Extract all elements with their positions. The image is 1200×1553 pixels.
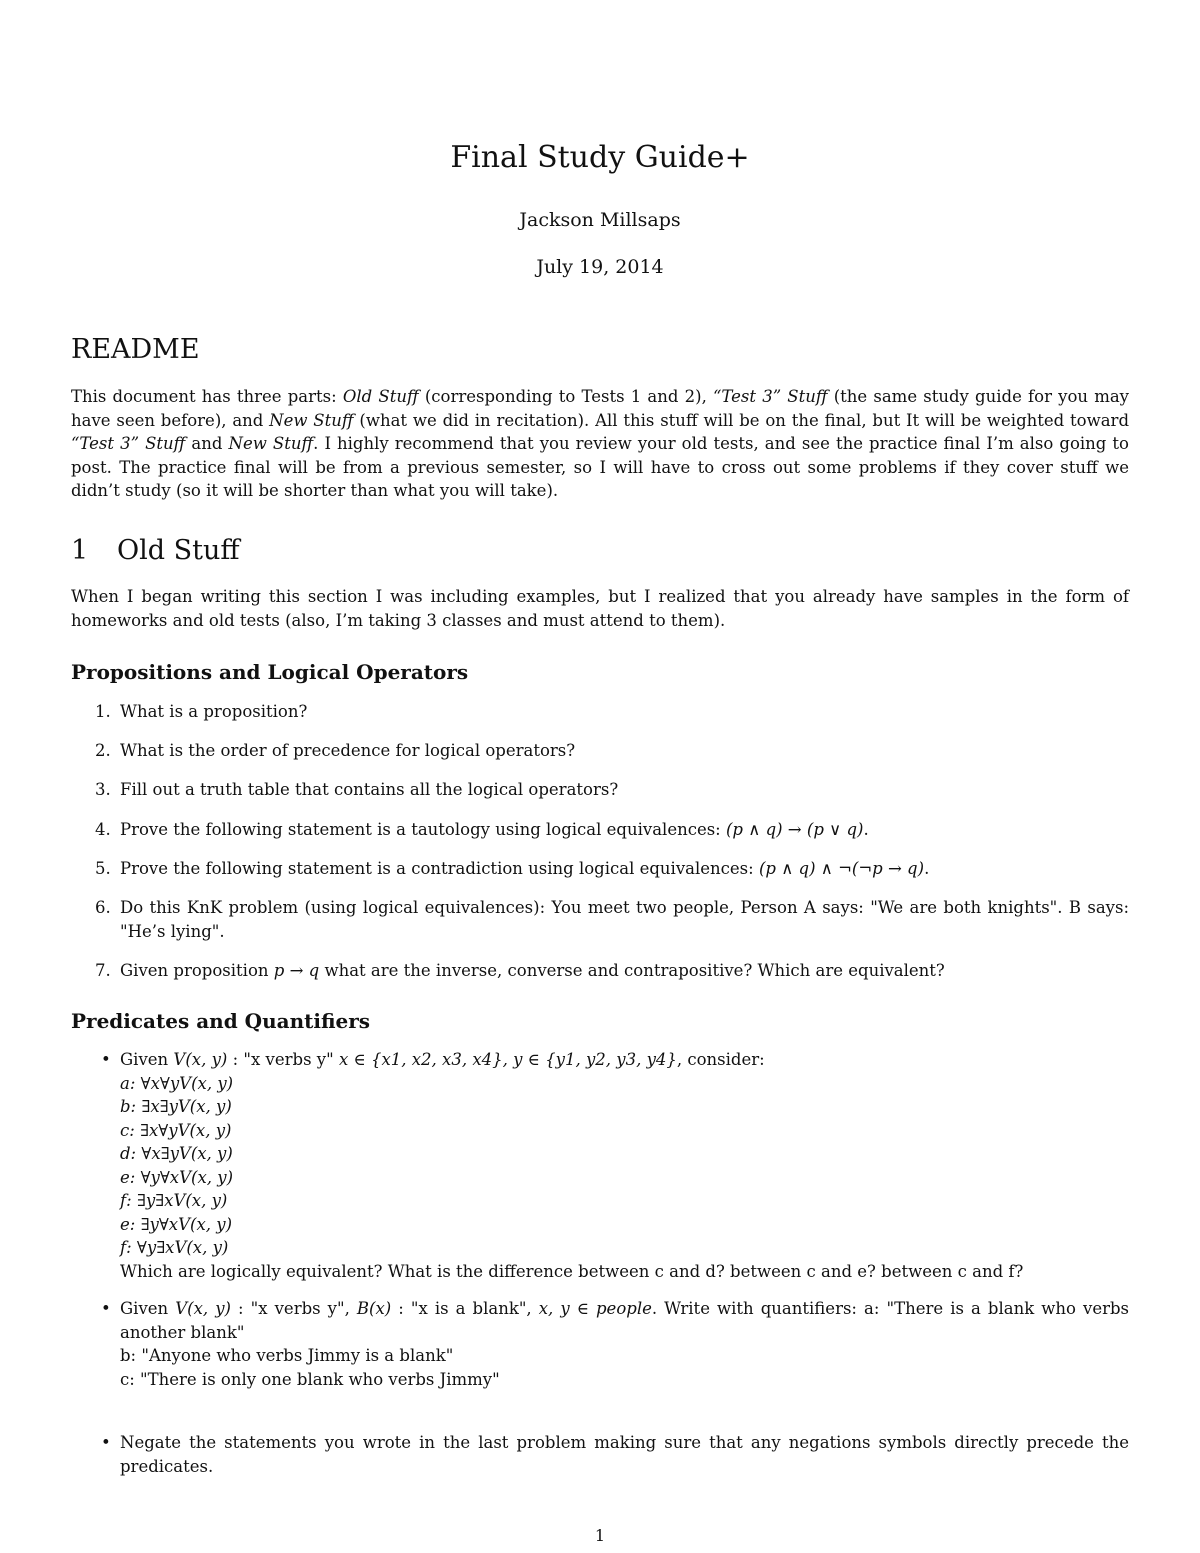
- item-text: .: [924, 859, 930, 878]
- item-math: V(x, y): [173, 1050, 228, 1069]
- subsection-heading-predicates: Predicates and Quantifiers: [71, 1009, 371, 1033]
- item-math: V(x, y): [175, 1299, 231, 1318]
- readme-new-stuff: New Stuff: [228, 434, 314, 453]
- list-item: [71, 818, 1129, 842]
- readme-paragraph: [71, 385, 1129, 503]
- item-text: . Write with quantifiers: a: "There is a blank who verbs another blank": [120, 1299, 1130, 1342]
- item-text: Prove the following statement is a contradiction using logical equivalences:: [120, 859, 759, 878]
- readme-text: and: [185, 434, 229, 453]
- readme-text: This document has three parts:: [71, 387, 343, 406]
- list-item: [71, 1297, 1129, 1391]
- item-math: x, y ∈ people: [538, 1299, 652, 1318]
- readme-text: (the same study guide for you may have seen before), and: [71, 387, 1129, 430]
- document-author: Jackson Millsaps: [519, 209, 681, 231]
- item-math: p → q: [273, 961, 320, 980]
- item-number: 7.: [95, 961, 111, 980]
- quantifier-line: f: ∀y∃xV(x, y): [120, 1238, 229, 1257]
- list-item: [71, 857, 1129, 881]
- item-line: [120, 1048, 1129, 1072]
- item-math: (p ∧ q) → (p ∨ q): [726, 820, 864, 839]
- bullet-icon: •: [101, 1299, 111, 1318]
- item-text: : "x verbs y": [227, 1050, 339, 1069]
- item-number: 5.: [95, 859, 111, 878]
- item-text: : "x verbs y",: [230, 1299, 357, 1318]
- item-question: Which are logically equivalent? What is the difference between c and d? between c and e? between c and f?: [120, 1261, 1024, 1281]
- item-math: (p ∧ q) ∧ ¬(¬p → q): [758, 859, 925, 878]
- item-number: 4.: [95, 820, 111, 839]
- readme-test3-stuff: “Test 3” Stuff: [71, 434, 186, 453]
- item-text: , consider:: [676, 1050, 765, 1069]
- item-number: 6.: [95, 898, 111, 917]
- item-text: What is a proposition?: [120, 702, 308, 721]
- readme-text: (corresponding to Tests 1 and 2),: [418, 387, 713, 406]
- item-math: B(x): [356, 1299, 392, 1318]
- list-item: [71, 739, 1129, 763]
- page-number: 1: [594, 1526, 606, 1545]
- readme-text: . I highly recommend that you review your old tests, and see the practice final I’m also going to post. The practice final will be from a previous semester, so I will have to cross out some problems if they cover stuff we didn’t study (so it will be shorter than what you will take).: [71, 434, 1129, 500]
- item-text: .: [863, 820, 869, 839]
- list-item: [71, 1048, 1129, 1283]
- readme-heading: README: [71, 334, 200, 365]
- item-number: 1.: [95, 702, 111, 721]
- item-subpart: b: "Anyone who verbs Jimmy is a blank": [120, 1346, 454, 1365]
- item-subpart: c: "There is only one blank who verbs Jimmy": [120, 1369, 500, 1389]
- quantifier-line: c: ∃x∀yV(x, y): [120, 1120, 232, 1140]
- item-text: Do this KnK problem (using logical equivalences): You meet two people, Person A says: "We are both knights". B says: "He’s lying".: [120, 898, 1129, 941]
- quantifier-line: e: ∀y∀xV(x, y): [120, 1167, 234, 1187]
- quantifier-line: d: ∀x∃yV(x, y): [120, 1144, 233, 1163]
- quantifier-line: a: ∀x∀yV(x, y): [120, 1073, 234, 1093]
- list-item: [71, 959, 1129, 983]
- item-number: 3.: [95, 780, 111, 799]
- list-item: [71, 1431, 1129, 1478]
- list-item: [71, 700, 1129, 724]
- section-intro: When I began writing this section I was including examples, but I realized that you already have samples in the form of homeworks and old tests (also, I’m taking 3 classes and must attend to them).: [71, 587, 1129, 630]
- quantifier-line: b: ∃x∃yV(x, y): [120, 1097, 232, 1116]
- readme-test3-stuff: “Test 3” Stuff: [713, 387, 828, 406]
- item-text: Given: [120, 1299, 176, 1318]
- list-item: [71, 778, 1129, 802]
- quantifier-line: f: ∃y∃xV(x, y): [120, 1191, 228, 1210]
- section-heading: [71, 535, 240, 566]
- subsection-heading-propositions: Propositions and Logical Operators: [71, 660, 469, 684]
- readme-text: (what we did in recitation). All this stuff will be on the final, but It will be weighted toward: [353, 410, 1130, 430]
- item-text: Given proposition: [120, 961, 274, 980]
- bullet-icon: •: [101, 1050, 111, 1069]
- item-text: Given: [120, 1050, 174, 1069]
- document-title: Final Study Guide+: [450, 140, 750, 175]
- readme-new-stuff: New Stuff: [269, 410, 354, 430]
- list-item: [71, 896, 1129, 943]
- section-title: Old Stuff: [117, 535, 240, 566]
- item-text: what are the inverse, converse and contrapositive? Which are equivalent?: [319, 961, 945, 980]
- readme-old-stuff: Old Stuff: [342, 387, 419, 406]
- item-math: x ∈ {x1, x2, x3, x4}, y ∈ {y1, y2, y3, y4}: [338, 1050, 677, 1069]
- item-text: : "x is a blank",: [391, 1299, 539, 1318]
- item-number: 2.: [95, 741, 111, 760]
- section-number: 1: [71, 535, 89, 566]
- quantifier-line: e: ∃y∀xV(x, y): [120, 1214, 233, 1234]
- bullet-icon: •: [101, 1433, 111, 1452]
- document-date: July 19, 2014: [536, 256, 664, 278]
- item-text: Prove the following statement is a tautology using logical equivalences:: [120, 820, 726, 839]
- item-text: What is the order of precedence for logical operators?: [120, 741, 576, 760]
- item-text: Fill out a truth table that contains all the logical operators?: [120, 780, 619, 799]
- item-text: Negate the statements you wrote in the last problem making sure that any negations symbols directly precede the predicates.: [120, 1433, 1129, 1476]
